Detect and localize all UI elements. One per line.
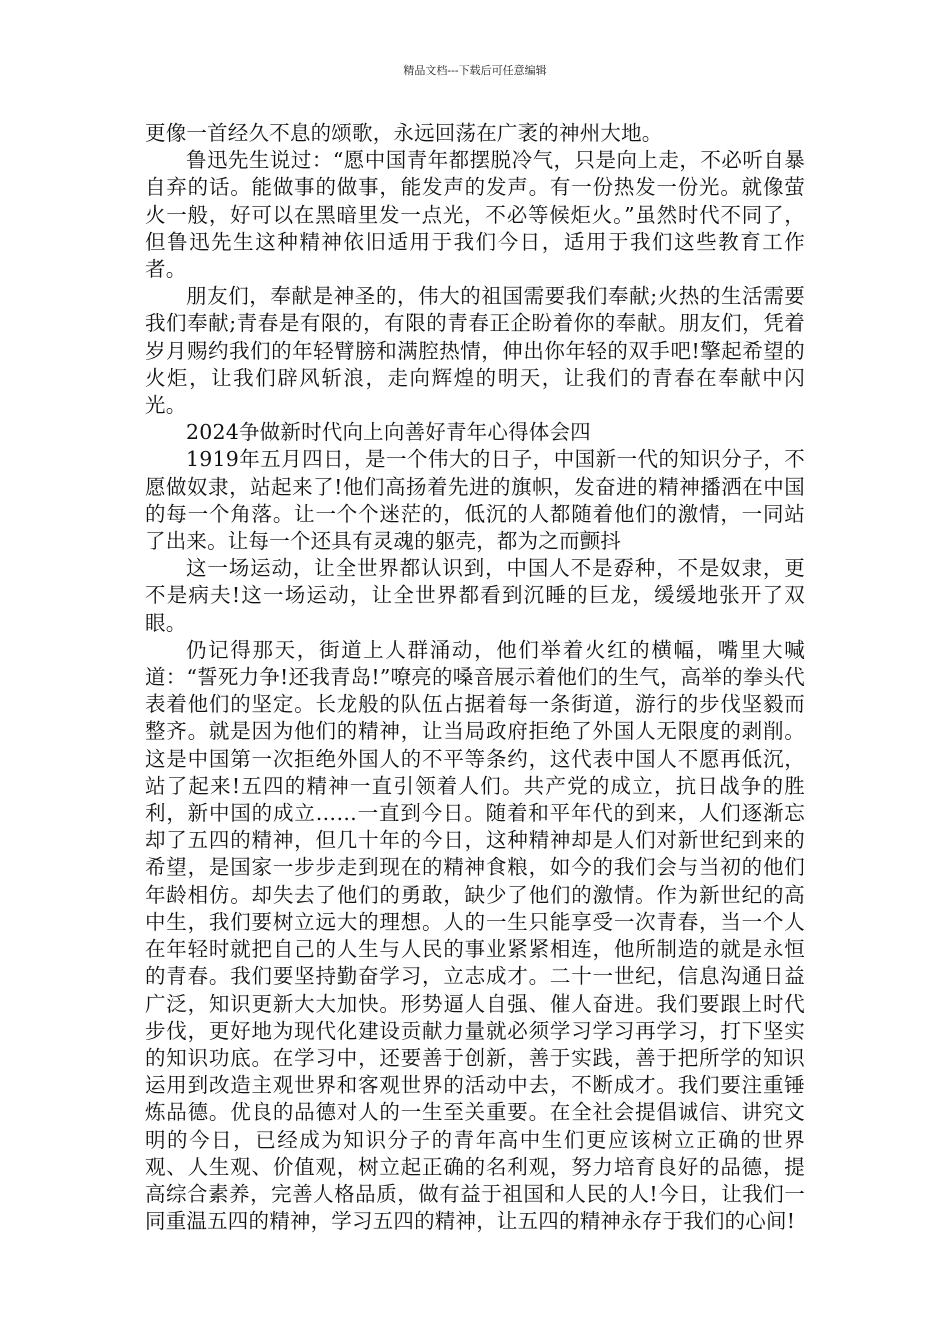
page-header: 精品文档---下载后可任意编辑	[403, 64, 547, 77]
paragraph: 更像一首经久不息的颂歌，永远回荡在广袤的神州大地。	[145, 121, 663, 145]
paragraph: 这一场运动，让全世界都认识到，中国人不是孬种，不是奴隶，更不是病夫!这一场运动，让全世界都看到沉睡的巨龙，缓缓地张开了双眼。	[145, 556, 805, 635]
section-heading: 2024争做新时代向上向善好青年心得体会四	[186, 420, 591, 445]
paragraph: 朋友们，奉献是神圣的，伟大的祖国需要我们奉献;火热的生活需要我们奉献;青春是有限的，有限的青春正企盼着你的奉献。朋友们，凭着岁月赐约我们的年轻臂膀和满腔热情，伸出你年轻的双手吧!擎起希望的火炬，让我们辟风斩浪，走向辉煌的明天，让我们的青春在奉献中闪光。	[145, 284, 805, 418]
document-body	[145, 120, 805, 1235]
paragraph: 仍记得那天，街道上人群涌动，他们举着火红的横幅，嘴里大喊道：“誓死力争!还我青岛!”嘹亮的嗓音展示着他们的生气，高举的拳头代表着他们的坚定。长龙般的队伍占据着每一条街道，游行的步伐坚毅而整齐。就是因为他们的精神，让当局政府拒绝了外国人无限度的剥削。这是中国第一次拒绝外国人的不平等条约，这代表中国人不愿再低沉，站了起来!五四的精神一直引领着人们。共产党的成立，抗日战争的胜利，新中国的成立……一直到今日。随着和平年代的到来，人们逐渐忘却了五四的精神，但几十年的今日，这种精神却是人们对新世纪到来的希望，是国家一步步走到现在的精神食粮，如今的我们会与当初的他们年龄相仿。却失去了他们的勇敢，缺少了他们的激情。作为新世纪的高中生，我们要树立远大的理想。人的一生只能享受一次青春，当一个人在年轻时就把自己的人生与人民的事业紧紧相连，他所制造的就是永恒的青春。我们要坚持勤奋学习，立志成才。二十一世纪，信息沟通日益广泛，知识更新大大加快。形势逼人自强、催人奋进。我们要跟上时代步伐，更好地为现代化建设贡献力量就必须学习学习再学习，打下坚实的知识功底。在学习中，还要善于创新，善于实践，善于把所学的知识运用到改造主观世界和客观世界的活动中去，不断成才。我们要注重锤炼品德。优良的品德对人的一生至关重要。在全社会提倡诚信、讲究文明的今日，已经成为知识分子的青年高中生们更应该树立正确的世界观、人生观、价值观，树立起正确的名利观，努力培育良好的品德，提高综合素养，完善人格品质，做有益于祖国和人民的人!今日，让我们一同重温五四的精神，学习五四的精神，让五四的精神永存于我们的心间!	[145, 637, 805, 1234]
paragraph: 鲁迅先生说过：“愿中国青年都摆脱冷气，只是向上走，不必听自暴自弃的话。能做事的做事，能发声的发声。有一份热发一份光。就像萤火一般，好可以在黑暗里发一点光，不必等候炬火。”虽然时代不同了，但鲁迅先生这种精神依旧适用于我们今日，适用于我们这些教育工作者。	[145, 148, 805, 282]
paragraph: 1919年五月四日，是一个伟大的日子，中国新一代的知识分子，不愿做奴隶，站起来了!他们高扬着先进的旗帜，发奋进的精神播洒在中国的每一个角落。让一个个迷茫的，低沉的人都随着他们的激情，一同站了出来。让每一个还具有灵魂的躯壳，都为之而颤抖	[145, 447, 805, 554]
